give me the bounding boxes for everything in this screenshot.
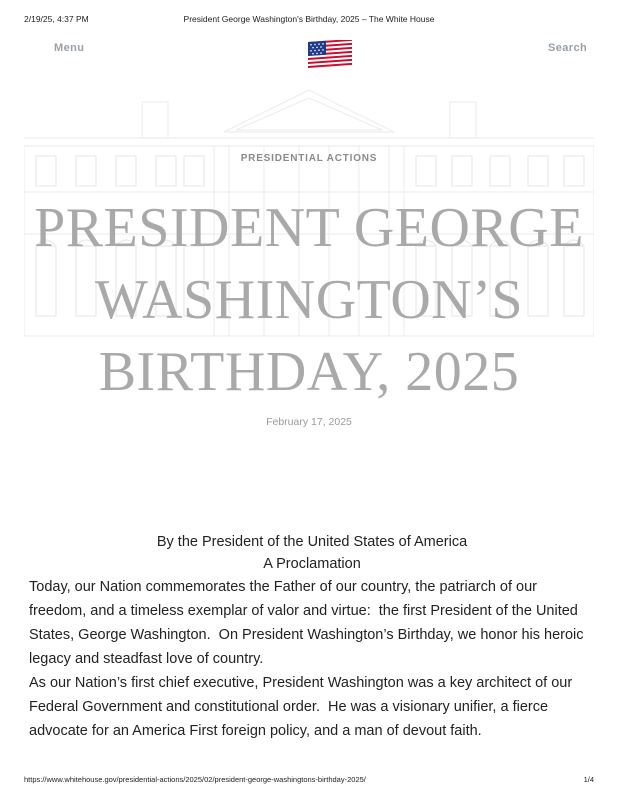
page-url: https://www.whitehouse.gov/presidential-actions/2025/02/president-george-washingtons-birthday-2025/: [24, 775, 366, 784]
search-button[interactable]: Search: [548, 42, 588, 54]
category-label[interactable]: PRESIDENTIAL ACTIONS: [240, 153, 378, 164]
print-page-title: President George Washington's Birthday, 2025 – The White House: [183, 14, 435, 24]
hero-section: [0, 84, 618, 403]
menu-button[interactable]: Menu: [54, 42, 85, 54]
us-flag-icon[interactable]: [308, 40, 352, 70]
publish-date: February 17, 2025: [266, 416, 352, 428]
print-timestamp: 2/19/25, 4:37 PM: [24, 14, 89, 24]
by-line: By the President of the United States of America: [156, 534, 468, 550]
site-header: [0, 38, 618, 78]
print-footer: [24, 775, 594, 789]
page-indicator: 1/4: [583, 775, 594, 784]
proclamation-heading: A Proclamation: [263, 556, 361, 572]
article-body: [29, 531, 595, 743]
print-header: [24, 14, 594, 28]
paragraph: Today, our Nation commemorates the Father of our country, the patriarch of our freedom, and a timeless exemplar of valor and virtue: the first President of the United States, George Washington. On President Washington’s Birthday, we honor his heroic legacy and steadfast love of country.: [29, 579, 588, 667]
page-title: PRESIDENT GEORGE WASHINGTON’S BIRTHDAY, 2025: [34, 197, 584, 403]
paragraph: As our Nation’s first chief executive, President Washington was a key architect of our Federal Government and constitutional order. He was a visionary unifier, a fierce advocate for an America First foreign policy, and a man of devout faith.: [29, 675, 577, 739]
